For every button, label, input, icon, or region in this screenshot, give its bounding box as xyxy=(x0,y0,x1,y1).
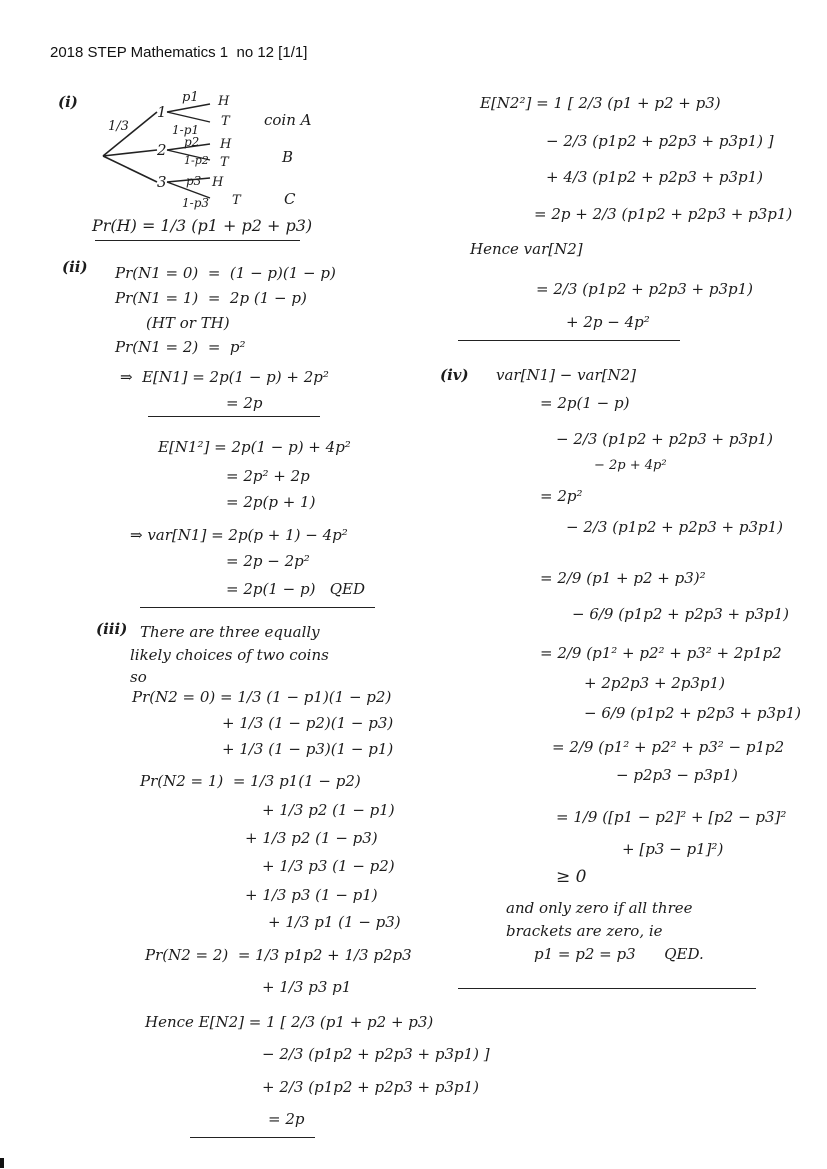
part-ii-line: ⇒ var[N1] = 2p(p + 1) − 4p² xyxy=(130,526,348,544)
tree-outcome-h1: H xyxy=(218,94,230,109)
part-iii-line: + 1/3 (1 − p2)(1 − p3) xyxy=(222,714,394,732)
part-iv-line: − 6/9 (p1p2 + p2p3 + p3p1) xyxy=(584,704,802,722)
part-i-label: (i) xyxy=(58,93,78,111)
part-ii-line: = 2p(1 − p) QED xyxy=(226,580,366,598)
part-iii-line: + 1/3 p3 (1 − p1) xyxy=(245,886,378,904)
part-iii-line: Pr(N2 = 2) = 1/3 p1p2 + 1/3 p2p3 xyxy=(145,946,412,964)
page-header: 2018 STEP Mathematics 1 no 12 [1/1] xyxy=(50,44,308,61)
part-iv-line: = 2p² xyxy=(540,487,583,505)
part-iv-line: − 2/3 (p1p2 + p2p3 + p3p1) xyxy=(556,430,774,448)
coin-name-b: B xyxy=(282,148,294,166)
part-iii-line: Pr(N2 = 0) = 1/3 (1 − p1)(1 − p2) xyxy=(132,688,392,706)
tree-coin-2: 2 xyxy=(157,141,167,159)
part-iv-line: ≥ 0 xyxy=(556,867,587,887)
part-iv-line: − 2p + 4p² xyxy=(594,458,667,473)
tree-outcome-h3: H xyxy=(212,175,224,190)
part-iv-line: p1 = p2 = p3 QED. xyxy=(534,945,704,963)
part-ii-divider xyxy=(148,416,320,417)
part-iv-line: = 2/9 (p1 + p2 + p3)² xyxy=(540,569,706,587)
scan-mark xyxy=(0,1158,4,1168)
part-iii-line: + 2/3 (p1p2 + p2p3 + p3p1) xyxy=(262,1078,480,1096)
right-top-line: = 2/3 (p1p2 + p2p3 + p3p1) xyxy=(536,280,754,298)
coin-name-c: C xyxy=(284,190,296,208)
part-iii-line: + 1/3 (1 − p3)(1 − p1) xyxy=(222,740,394,758)
part-iv-line: = 2/9 (p1² + p2² + p3² + 2p1p2 xyxy=(540,644,782,662)
tree-heads-prob-3: p3 xyxy=(186,174,202,188)
part-i-underline xyxy=(95,240,300,241)
part-iv-line: = 1/9 ([p1 − p2]² + [p2 − p3]² xyxy=(556,808,787,826)
part-iv-underline xyxy=(458,988,756,989)
part-iii-line: + 1/3 p1 (1 − p3) xyxy=(268,913,401,931)
part-iii-underline xyxy=(190,1137,315,1138)
tree-tails-prob-2: 1-p2 xyxy=(184,154,209,167)
part-iv-line: − 6/9 (p1p2 + p2p3 + p3p1) xyxy=(572,605,790,623)
tree-tails-prob-3: 1-p3 xyxy=(182,196,210,210)
part-ii-line: Pr(N1 = 0) = (1 − p)(1 − p) xyxy=(115,264,336,282)
part-i-result: Pr(H) = 1/3 (p1 + p2 + p3) xyxy=(92,216,313,235)
tree-heads-prob-1: p1 xyxy=(182,90,199,105)
part-ii-line: = 2p − 2p² xyxy=(226,552,310,570)
part-iv-line: brackets are zero, ie xyxy=(506,922,663,940)
part-ii-line: = 2p² + 2p xyxy=(226,467,310,485)
part-iii-line: − 2/3 (p1p2 + p2p3 + p3p1) ] xyxy=(262,1045,490,1063)
tree-outcome-t1: T xyxy=(221,114,230,129)
part-iv-line: = 2/9 (p1² + p2² + p3² − p1p2 xyxy=(552,738,785,756)
part-ii-underline xyxy=(140,607,375,608)
part-iii-line: likely choices of two coins xyxy=(130,646,329,664)
part-iii-line: so xyxy=(130,668,147,686)
part-iii-line: Pr(N2 = 1) = 1/3 p1(1 − p2) xyxy=(140,772,361,790)
tree-coin-3: 3 xyxy=(157,173,167,191)
part-iii-line: Hence E[N2] = 1 [ 2/3 (p1 + p2 + p3) xyxy=(145,1013,434,1031)
right-top-underline xyxy=(458,340,680,341)
part-ii-label: (ii) xyxy=(62,258,88,276)
part-iii-line: There are three equally xyxy=(140,623,320,641)
right-top-line: − 2/3 (p1p2 + p2p3 + p3p1) ] xyxy=(546,132,774,150)
right-top-line: = 2p + 2/3 (p1p2 + p2p3 + p3p1) xyxy=(534,205,793,223)
part-iii-line: + 1/3 p3 (1 − p2) xyxy=(262,857,395,875)
part-iv-line: + 2p2p3 + 2p3p1) xyxy=(584,674,725,692)
part-iv-line: var[N1] − var[N2] xyxy=(496,366,637,384)
part-iii-line: + 1/3 p2 (1 − p1) xyxy=(262,801,395,819)
right-top-line: Hence var[N2] xyxy=(470,240,583,258)
part-iv-line: + [p3 − p1]²) xyxy=(622,840,724,858)
tree-outcome-t2: T xyxy=(220,155,229,170)
tree-first-branch-prob: 1/3 xyxy=(108,119,129,134)
part-iv-line: = 2p(1 − p) xyxy=(540,394,630,412)
tree-tails-prob-1: 1-p1 xyxy=(172,123,200,137)
part-iii-label: (iii) xyxy=(96,620,128,638)
right-top-line: E[N2²] = 1 [ 2/3 (p1 + p2 + p3) xyxy=(480,94,721,112)
part-iv-label: (iv) xyxy=(440,366,469,384)
part-ii-line: Pr(N1 = 2) = p² xyxy=(115,338,246,356)
part-ii-line: = 2p xyxy=(226,394,263,412)
part-iii-line: + 1/3 p2 (1 − p3) xyxy=(245,829,378,847)
part-ii-line: = 2p(p + 1) xyxy=(226,493,316,511)
tree-outcome-h2: H xyxy=(220,137,232,152)
part-iv-line: − 2/3 (p1p2 + p2p3 + p3p1) xyxy=(566,518,784,536)
tree-coin-1: 1 xyxy=(157,103,167,121)
part-iv-line: − p2p3 − p3p1) xyxy=(616,766,738,784)
tree-outcome-t3: T xyxy=(232,193,241,208)
part-ii-line: E[N1²] = 2p(1 − p) + 4p² xyxy=(158,438,351,456)
right-top-line: + 4/3 (p1p2 + p2p3 + p3p1) xyxy=(546,168,764,186)
tree-heads-prob-2: p2 xyxy=(184,135,200,149)
right-top-line: + 2p − 4p² xyxy=(566,313,650,331)
part-ii-line: ⇒ E[N1] = 2p(1 − p) + 2p² xyxy=(120,368,329,386)
part-iv-line: and only zero if all three xyxy=(506,899,693,917)
coin-name-a: coin A xyxy=(264,111,312,129)
part-ii-line: (HT or TH) xyxy=(146,314,230,332)
part-ii-line: Pr(N1 = 1) = 2p (1 − p) xyxy=(115,289,307,307)
part-iii-line: + 1/3 p3 p1 xyxy=(262,978,352,996)
part-iii-line: = 2p xyxy=(268,1110,305,1128)
